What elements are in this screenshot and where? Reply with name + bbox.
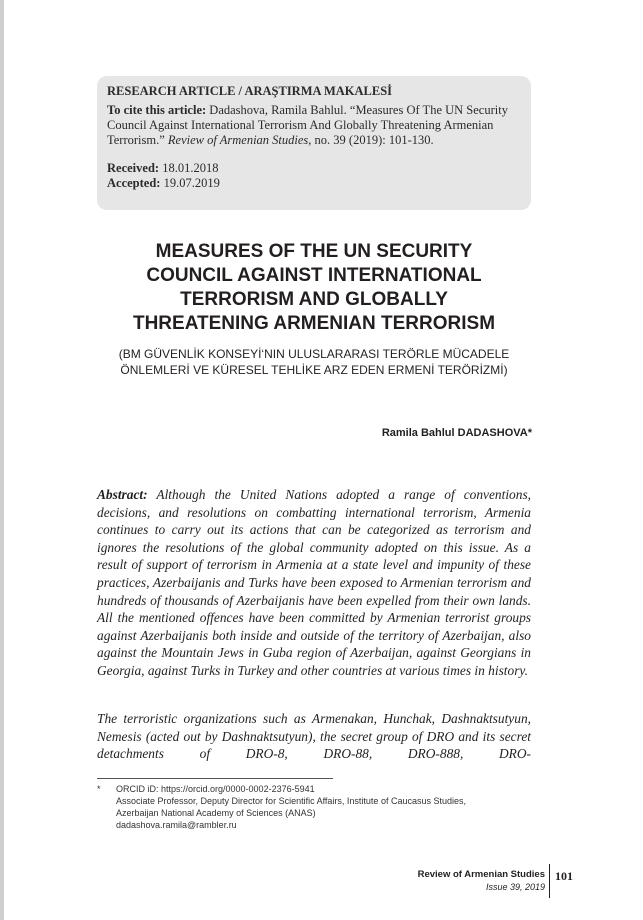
received-label: Received: [107, 161, 160, 175]
citation-text [107, 103, 521, 148]
citation-box [97, 76, 531, 210]
footer-issue: Issue 39, 2019 [485, 882, 545, 892]
footnote [97, 783, 531, 831]
received-value: 18.01.2018 [162, 161, 219, 175]
page-edge [0, 0, 4, 920]
article-title [97, 240, 531, 336]
subtitle-line: ÖNLEMLERİ VE KÜRESEL TEHLİKE ARZ EDEN ERMENİ TERÖRİZMİ) [120, 363, 508, 377]
title-line: THREATENING ARMENIAN TERRORISM [132, 313, 496, 334]
abstract [97, 486, 531, 680]
article-type-header: RESEARCH ARTICLE / ARAŞTIRMA MAKALESİ [107, 84, 393, 98]
received-date [107, 161, 521, 176]
affiliation-line: Azerbaijan National Academy of Sciences (ANAS) [116, 808, 316, 818]
article-subtitle [97, 346, 531, 378]
orcid-line: ORCID iD: https://orcid.org/0000-0002-2376-5941 [116, 784, 315, 794]
body-paragraph: The terroristic organizations such as Armenakan, Hunchak, Dashnaktsutyun, Nemesis (acted out by Dashnaktsutyun), the secret group of DRO and its secret detachments of DRO-8, DRO-88, DRO-888, DRO- [97, 711, 531, 762]
footnote-marker: * [97, 784, 101, 794]
subtitle-line: (BM GÜVENLİK KONSEYİ‘NIN ULUSLARARASI TERÖRLE MÜCADELE [118, 347, 510, 361]
footer-journal: Review of Armenian Studies [417, 869, 545, 880]
cite-label: To cite this article: [107, 103, 207, 117]
accepted-date [107, 176, 521, 191]
footnote-rule [97, 778, 333, 779]
author-name: Ramila Bahlul DADASHOVA* [381, 427, 532, 439]
email-line: dadashova.ramila@rambler.ru [116, 820, 237, 830]
title-line: TERRORISM AND GLOBALLY [180, 289, 448, 310]
title-line: MEASURES OF THE UN SECURITY [155, 241, 473, 262]
accepted-value: 19.07.2019 [163, 176, 220, 190]
cite-body: Dadashova, Ramila Bahlul. “Measures Of The UN Security Council Against International Terrorism And Globally Threatening Armenian Terrorism.” [107, 103, 508, 147]
abstract-text: Although the United Nations adopted a range of conventions, decisions, and resolutions on combatting international terrorism, Armenia continues to carry out its actions that can be categorized as terrorism and ignores the resolutions of the global community adopted on this issue. As a result of support of terrorism in Armenia at a state level and impunity of these practices, Azerbaijanis and Turks have been exposed to Armenian terrorism and hundreds of thousands of Azerbaijanis have been expelled from their own lands. All the mentioned offences have been committed by Armenian terrorist groups against Azerbaijanis both inside and outside of the territory of Azerbaijan, also against the Mountain Jews in Guba region of Azerbaijan, against Georgians in Georgia, against Turks in Turkey and other countries at various times in history. [97, 487, 531, 678]
page-footer [418, 869, 545, 893]
page-number: 101 [555, 869, 573, 883]
footer-divider [549, 864, 550, 898]
cite-tail: , no. 39 (2019): 101-130. [308, 133, 434, 147]
cite-journal: Review of Armenian Studies [167, 133, 309, 147]
title-line: COUNCIL AGAINST INTERNATIONAL [146, 265, 482, 286]
accepted-label: Accepted: [107, 176, 161, 190]
abstract-label: Abstract: [97, 487, 148, 502]
affiliation-line: Associate Professor, Deputy Director for Scientific Affairs, Institute of Caucasus Studies, [116, 796, 466, 806]
